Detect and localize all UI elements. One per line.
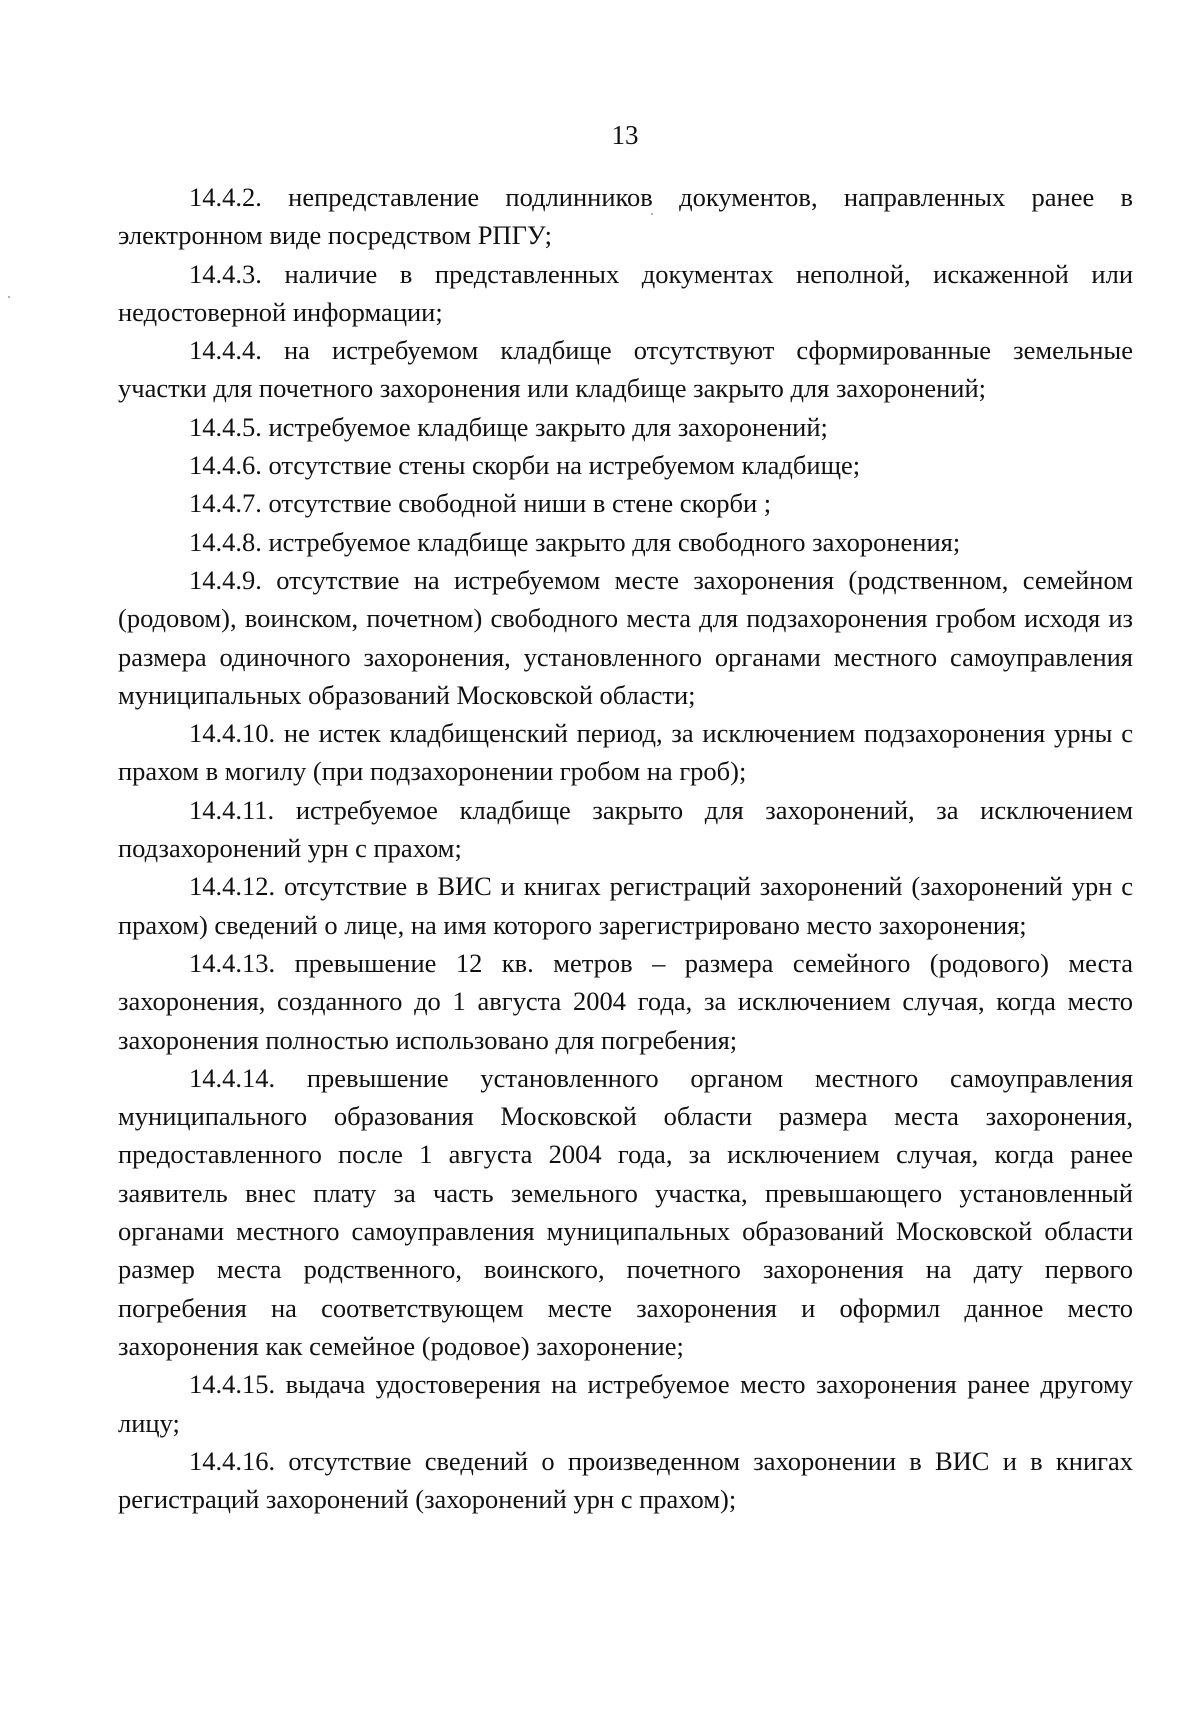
document-body bbox=[118, 178, 1133, 1518]
item-text: истребуемое кладбище закрыто для захоронений; bbox=[268, 411, 828, 442]
list-item bbox=[118, 867, 1133, 944]
list-item bbox=[118, 561, 1133, 714]
item-text: на истребуемом кладбище отсутствуют сформированные земельные участки для почетного захоронения или кладбище закрыто для захоронений; bbox=[118, 335, 1133, 404]
list-item bbox=[118, 944, 1133, 1059]
item-text: выдача удостоверения на истребуемое место захоронения ранее другому лицу; bbox=[118, 1369, 1133, 1438]
item-text: отсутствие в ВИС и книгах регистраций захоронений (захоронений урн с прахом) сведений о лице, на имя которого зарегистрировано место захоронения; bbox=[118, 871, 1133, 940]
page-number: 13 bbox=[611, 120, 639, 150]
item-number: 14.4.2. bbox=[189, 182, 262, 212]
scan-speck bbox=[8, 296, 10, 298]
item-text: превышение 12 кв. метров – размера семейного (родового) места захоронения, созданного до 1 августа 2004 года, за исключением случая, когда место захоронения полностью использовано для погребения; bbox=[118, 947, 1133, 1055]
list-item bbox=[118, 1365, 1133, 1442]
list-item bbox=[118, 331, 1133, 408]
item-number: 14.4.10. bbox=[189, 718, 276, 749]
item-text: непредставление подлинников документов, направленных ранее в электронном виде посредством РПГУ; bbox=[118, 182, 1134, 251]
item-number: 14.4.3. bbox=[189, 258, 262, 289]
item-number: 14.4.15. bbox=[189, 1369, 276, 1400]
list-item bbox=[118, 714, 1133, 791]
scan-speck bbox=[651, 213, 653, 215]
item-number: 14.4.13. bbox=[189, 947, 276, 978]
list-item bbox=[118, 791, 1133, 868]
item-number: 14.4.7. bbox=[189, 488, 262, 519]
list-item bbox=[118, 178, 1133, 255]
list-item bbox=[118, 484, 1133, 522]
item-number: 14.4.12. bbox=[189, 871, 276, 902]
list-item bbox=[118, 408, 1133, 446]
item-number: 14.4.5. bbox=[189, 411, 262, 442]
item-number: 14.4.4. bbox=[189, 335, 262, 366]
item-number: 14.4.8. bbox=[189, 526, 262, 557]
item-number: 14.4.6. bbox=[189, 450, 262, 481]
item-text: превышение установленного органом местного самоуправления муниципального образования Московской области размера места захоронения, предоставленного после 1 августа 2004 года, за исключением случая, когда ранее заявитель внес плату за часть земельного участка, превышающего установленный органами местного самоуправления муниципальных образований Московской области размер места родственного, воинского, почетного захоронения на дату первого погребения на соответствующем месте захоронения и оформил данное место захоронения как семейное (родовое) захоронение; bbox=[118, 1062, 1134, 1361]
list-item bbox=[118, 1442, 1133, 1519]
list-item bbox=[118, 446, 1133, 484]
item-text: истребуемое кладбище закрыто для свободного захоронения; bbox=[268, 526, 961, 557]
item-text: отсутствие на истребуемом месте захоронения (родственном, семейном (родовом), воинском, почетном) свободного места для подзахоронения гробом исходя из размера одиночного захоронения, установленного органами местного самоуправления муниципальных образований Московской области; bbox=[118, 564, 1133, 710]
item-text: отсутствие стены скорби на истребуемом кладбище; bbox=[268, 450, 861, 481]
item-text: наличие в представленных документах неполной, искаженной или недостоверной информации; bbox=[118, 258, 1133, 327]
item-text: истребуемое кладбище закрыто для захоронений, за исключением подзахоронений урн с прахом; bbox=[118, 794, 1133, 864]
item-number: 14.4.16. bbox=[189, 1445, 276, 1476]
item-number: 14.4.14. bbox=[189, 1062, 276, 1093]
item-number: 14.4.9. bbox=[189, 564, 262, 595]
item-text: отсутствие сведений о произведенном захоронении в ВИС и в книгах регистраций захоронений (захоронений урн с прахом); bbox=[118, 1445, 1134, 1515]
item-text: отсутствие свободной ниши в стене скорби ; bbox=[268, 488, 772, 519]
item-number: 14.4.11. bbox=[189, 794, 275, 825]
list-item bbox=[118, 1059, 1133, 1365]
list-item bbox=[118, 255, 1133, 332]
item-text: не истек кладбищенский период, за исключением подзахоронения урны с прахом в могилу (при подзахоронении гробом на гроб); bbox=[118, 718, 1134, 787]
list-item bbox=[118, 523, 1133, 561]
